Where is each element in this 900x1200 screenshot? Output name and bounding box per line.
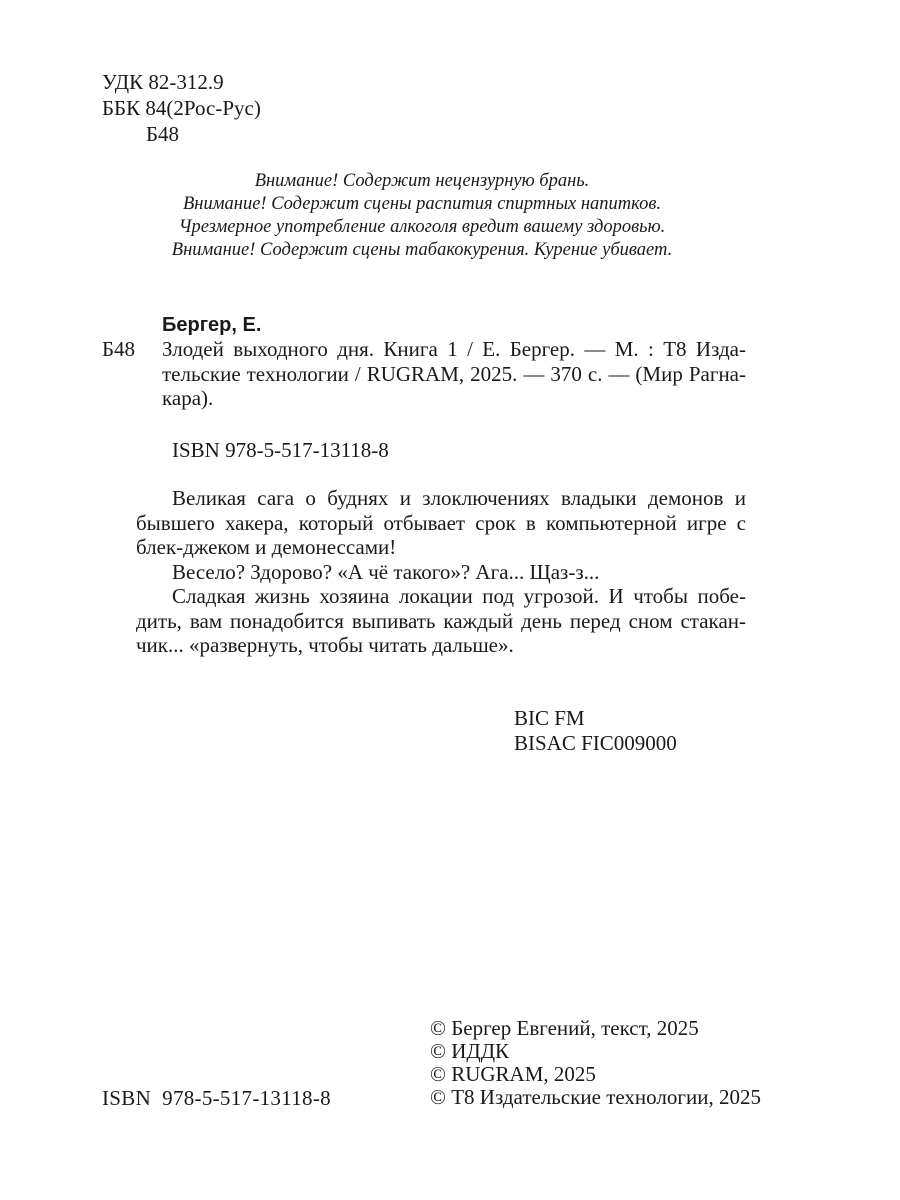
abstract-line: Сладкая жизнь хозяина локации под угрозой. И чтобы побе- — [172, 584, 746, 608]
warning-line: Чрезмерное употребление алкоголя вредит вашему здоровью. — [178, 217, 666, 237]
bibliographic-description — [162, 337, 746, 411]
subject-codes — [514, 706, 677, 756]
copyright-line: © Т8 Издательские технологии, 2025 — [430, 1085, 761, 1109]
warning-line: Внимание! Содержит нецензурную брань. — [254, 171, 590, 191]
content-warnings — [102, 170, 742, 262]
bib-line: Злодей выходного дня. Книга 1 / Е. Бергер. — М. : Т8 Изда- — [162, 337, 746, 361]
abstract-line: Великая сага о буднях и злоключениях владыки демонов и — [172, 486, 746, 510]
abstract-line: бывшего хакера, который отбывает срок в компьютерной игре с — [136, 510, 746, 535]
bib-line: тельские технологии / RUGRAM, 2025. — 370 с. — (Мир Рагна- — [162, 361, 746, 386]
abstract-line: блек-джеком и демонессами! — [136, 535, 397, 559]
abstract-line: чик... «развернуть, чтобы читать дальше». — [136, 633, 514, 657]
copyright-line: © RUGRAM, 2025 — [430, 1062, 596, 1086]
abstract-line: дить, вам понадобится выпивать каждый день перед сном стакан- — [136, 608, 746, 633]
bbk-code: ББК 84(2Рос-Рус) — [102, 96, 261, 120]
isbn-bottom: ISBN 978-5-517-13118-8 — [102, 1086, 331, 1110]
warning-line: Внимание! Содержит сцены табакокурения. Курение убивает. — [171, 240, 673, 260]
copyright-block — [430, 1017, 761, 1109]
bic-code: BIC FM — [514, 706, 585, 730]
udk-code: УДК 82-312.9 — [102, 70, 224, 94]
bibliography-code: Б48 — [102, 337, 136, 361]
bisac-code: BISAC FIC009000 — [514, 731, 677, 755]
warning-line: Внимание! Содержит сцены распития спиртных напитков. — [183, 194, 661, 214]
bib-line: кара). — [162, 386, 214, 410]
book-abstract — [136, 486, 746, 658]
author-sign-code: Б48 — [146, 122, 180, 146]
copyright-line: © Бергер Евгений, текст, 2025 — [430, 1016, 699, 1040]
book-author: Бергер, Е. — [162, 314, 262, 336]
abstract-line: Весело? Здорово? «А чё такого»? Ага... Щаз-з... — [172, 559, 600, 584]
isbn-main: ISBN 978-5-517-13118-8 — [172, 438, 389, 462]
copyright-line: © ИДДК — [430, 1039, 510, 1063]
